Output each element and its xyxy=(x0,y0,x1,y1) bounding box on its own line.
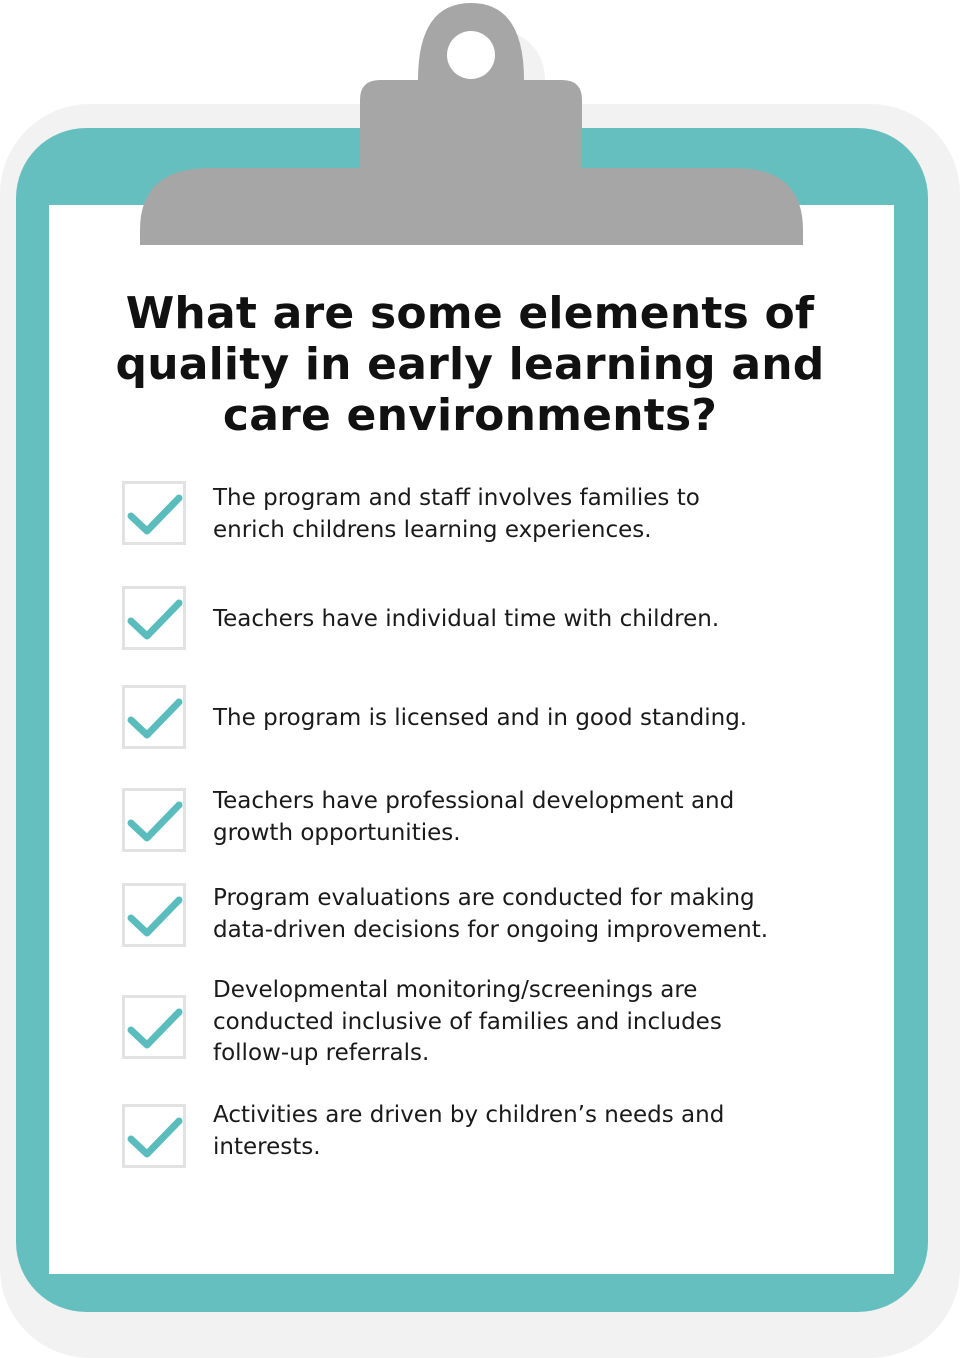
checkbox xyxy=(122,788,186,852)
item-text: The program and staff involves families to enrich childrens learning experiences. xyxy=(213,485,700,543)
checkbox xyxy=(122,685,186,749)
item-text: Activities are driven by children’s needs and interests. xyxy=(213,1102,725,1160)
checkmark-icon xyxy=(121,787,187,853)
checkbox xyxy=(122,1104,186,1168)
checkbox xyxy=(122,586,186,650)
checkmark-icon xyxy=(121,994,187,1060)
list-item xyxy=(122,1104,842,1174)
page-title: What are some elements of quality in early learning and care environments? xyxy=(115,288,825,441)
item-text: The program is licensed and in good standing. xyxy=(213,705,748,731)
list-item xyxy=(122,788,842,858)
list-item xyxy=(122,481,842,551)
item-text: Program evaluations are conducted for making data-driven decisions for ongoing improvement. xyxy=(213,885,769,943)
checkmark-icon xyxy=(121,480,187,546)
item-text: Teachers have individual time with children. xyxy=(213,606,720,632)
list-item xyxy=(122,977,842,1066)
item-text: Teachers have professional development and growth opportunities. xyxy=(213,788,735,846)
checkbox xyxy=(122,883,186,947)
checkbox xyxy=(122,481,186,545)
checkmark-icon xyxy=(121,684,187,750)
list-item xyxy=(122,883,842,953)
item-text: Developmental monitoring/screenings are conducted inclusive of families and includes follow-up referrals. xyxy=(213,977,722,1066)
checkmark-icon xyxy=(121,882,187,948)
checkmark-icon xyxy=(121,1103,187,1169)
list-item xyxy=(122,685,842,755)
checkbox xyxy=(122,995,186,1059)
list-item xyxy=(122,586,842,656)
checkmark-icon xyxy=(121,585,187,651)
